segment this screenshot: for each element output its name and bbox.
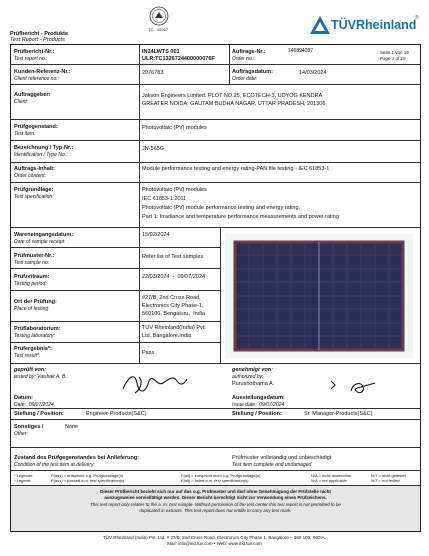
brand-name: TÜVRheinland xyxy=(331,18,417,32)
client-ref-value: 2076783 xyxy=(142,70,164,76)
issue-date-value: 09/07/2024 xyxy=(259,402,285,408)
authorized-by-label-en: authorized by: xyxy=(232,374,264,380)
period-label-en: Testing period: xyxy=(14,281,47,287)
identification-label-de: Bezeichnung / Typ-Nr.: xyxy=(14,145,74,151)
authorizer-signature xyxy=(329,377,379,401)
condition-label-en: Condition of the test item at delivery: xyxy=(14,462,95,468)
tc-number: TC - 15267 xyxy=(148,27,169,32)
result-label-en: Test result*: xyxy=(14,353,41,359)
receipt-label-de: Wareneingangsdatum: xyxy=(14,232,74,238)
issue-date-label-en: Issue date: xyxy=(232,402,257,408)
footer-contact: Mail: info@ind.tuv.com • Web: www.ind.tuv.com xyxy=(167,541,262,546)
legend-fail-en: F(ail) = failed a.m. test specification(s) xyxy=(181,478,249,483)
order-date-label-en: Order date: xyxy=(232,76,258,82)
order-number-value: 146894087 xyxy=(288,48,314,54)
legend-nt-en: N/T = not tested xyxy=(371,478,400,483)
sample-label-en: Test sample no: xyxy=(14,260,50,266)
tested-by-label-de: geprüft von: xyxy=(14,367,47,373)
client-label-en: Client: xyxy=(14,99,29,105)
legend-pass-de: P(ass) = entspricht o.g. Prüfgrundlage(n) xyxy=(51,473,124,478)
sample-value: Refer list of Test samples xyxy=(142,254,204,260)
place-line1: #27/B, 2nd Cross Road, xyxy=(142,295,201,301)
tuv-logo xyxy=(309,15,331,40)
accreditation-logo xyxy=(149,6,169,26)
specification-line2: IEC 61853-1:2011 xyxy=(142,196,187,202)
condition-value-de: Prüfmuster vollständig und unbeschädigt xyxy=(232,455,332,461)
order-number-label-de: Auftrags-Nr.: xyxy=(232,49,266,55)
legend-label-de: * Legende: xyxy=(14,473,34,478)
receipt-value: 15/02/2024 xyxy=(142,232,170,238)
authorized-position-label: Stellung / Position: xyxy=(232,411,282,417)
order-content-label-de: Auftrags-Inhalt: xyxy=(14,166,55,172)
tester-signature xyxy=(119,367,189,399)
identification-label-en: Identification / Type No.: xyxy=(14,152,68,158)
authorized-position-value: Sr. Manager-Products(S&C) xyxy=(304,411,373,417)
disclaimer-en-line1: This test report only relates to the a. m. test sample. Without permission of the test center this test report is not permitted to be xyxy=(90,502,341,507)
issue-date-label-de: Ausstellungsdatum: xyxy=(232,395,285,401)
condition-label-de: Zustand des Prüfgegenstandes bei Anlieferung: xyxy=(14,455,140,461)
report-number-line2: ULR:TC1326724400000076F xyxy=(142,56,215,62)
period-value: 22/03/2024 - 09/07/2024 xyxy=(142,274,205,280)
legend-label-en: * Legend: xyxy=(14,478,32,483)
authorized-by-label-de: genehmigt von: xyxy=(232,367,273,373)
authorized-by-name: Purushothama A. xyxy=(232,381,275,387)
other-label-de: Sonstiges / xyxy=(14,424,44,430)
sample-label-de: Prüfmuster-Nr.: xyxy=(14,253,55,259)
pv-module-photo xyxy=(225,234,413,358)
disclaimer-de-line2: auszugsweise vervielfältigt werden. Dieser Bericht berechtigt nicht zur Verwendung eines Prüfzeichens. xyxy=(104,495,327,500)
place-line3: 560100, Bengaluru, India xyxy=(142,311,205,317)
report-number-line1: IN24LWTS 001 xyxy=(142,49,180,55)
header-title-en: Test Report - Products xyxy=(10,37,65,43)
disclaimer-box xyxy=(11,486,420,531)
tuv-triangle-icon xyxy=(309,15,331,35)
registered-mark: ® xyxy=(415,15,419,21)
disclaimer-en-line2: duplicated in extracts. This test report does not entitle to carry any test mark. xyxy=(139,508,292,513)
order-date-label-de: Auftragsdatum: xyxy=(232,69,273,75)
footer-address: TÜV Rheinland (India) Pvt. Ltd. # 27/B, 2nd Cross Road, Electronics City Phase 1, Bangalore – 560 100, INDIA. xyxy=(103,535,326,540)
legend-fail-de: F(ail) = entspricht nicht o.g. Prüfgrundlage(n) xyxy=(181,473,261,478)
report-number-label-de: Prüfbericht-Nr.: xyxy=(14,49,55,55)
tested-date-label-de: Datum: xyxy=(14,395,33,401)
test-item-label-de: Prüfgegenstand: xyxy=(14,124,58,130)
specification-line3: Photovoltaic (PV) module performance testing and energy rating. xyxy=(142,205,301,211)
tested-date-value: 09/07/2024 xyxy=(28,402,54,408)
specification-line1: Photovoltaic (PV) modules xyxy=(142,187,207,193)
receipt-label-en: Date of sample receipt: xyxy=(14,239,66,245)
page-en: Page 1 of 19 xyxy=(380,56,406,61)
client-address-line2: GREATER NOIDA, GAUTAM BUDHA NAGAR, UTTAR PRADESH, 201306 xyxy=(142,101,326,107)
condition-value-en: Test item complete and undamaged xyxy=(232,462,312,468)
disclaimer-de-line1: Dieser Prüfbericht bezieht sich nur auf das o.g. Prüfmuster und darf ohne Genehmigung der Prüfstelle nicht xyxy=(100,489,331,494)
laboratory-line2: Ltd.,Bangalore,India xyxy=(142,333,192,339)
order-number-label-en: Order no.: xyxy=(232,56,255,62)
tested-by-name: Vaishak A. B. xyxy=(37,374,67,380)
legend-pass-en: P(ass) = passed a.m. test specification(s) xyxy=(51,478,125,483)
legend-na-de: N/A = nicht anwendbar xyxy=(311,473,352,478)
client-ref-label-en: Client reference no.: xyxy=(14,76,60,82)
client-label-de: Auftraggeber: xyxy=(14,92,51,98)
legend-na-en: N/A = not applicable xyxy=(311,478,347,483)
tested-by-label-en-text xyxy=(14,374,67,380)
legend-nt-de: N/T = nicht getestet xyxy=(371,473,406,478)
report-frame xyxy=(10,44,421,532)
tested-date-label-en: Date: xyxy=(14,402,26,408)
other-value: None xyxy=(65,424,79,430)
result-label-de: Prüfergebnis*: xyxy=(14,346,52,352)
test-item-value: Photovoltaic (PV) modules xyxy=(142,125,207,131)
client-ref-label-de: Kunden-Referenz-Nr.: xyxy=(14,69,71,75)
tested-by-label-en: tested by: xyxy=(14,374,36,380)
identification-value: JN-565G xyxy=(142,146,165,152)
laboratory-label-en: Testing laboratory: xyxy=(14,333,55,339)
period-label-de: Prüfzeitraum: xyxy=(14,274,50,280)
order-content-label-en: Order content: xyxy=(14,173,46,179)
specification-label-de: Prüfgrundlage: xyxy=(14,187,54,193)
result-value: Pass xyxy=(142,350,155,356)
other-label-en: Other: xyxy=(14,431,28,437)
page-de: Seite 1 von 19 xyxy=(380,50,409,55)
order-content-value: Module performance testing and energy rating-PAN file testing - IEC 61853-1 xyxy=(142,166,330,172)
laboratory-label-de: Prüflaboratorium: xyxy=(14,326,61,332)
test-item-label-en: Test item: xyxy=(14,131,36,137)
pv-module-illustration xyxy=(225,234,413,358)
place-line2: Electronics City Phase-1, xyxy=(142,303,204,309)
client-address-line1: Jakson Engineers Limited. PLOT NO.25, ECOTECH-3, UDYOG KENDRA xyxy=(142,93,323,99)
place-label-de: Ort der Prüfung: xyxy=(14,299,57,305)
report-number-label-en: Test report no.: xyxy=(14,56,48,62)
specification-line4: Part 1: Irradiance and temperature performance measurements and power rating xyxy=(142,214,339,220)
laboratory-line1: TUV Rheinland(India) Pvt. xyxy=(142,325,206,331)
tested-position-value: Engineer-Products(S&C) xyxy=(86,411,147,417)
header-title-de: Prüfbericht - Produkte xyxy=(10,31,69,37)
place-label-en: Place of testing: xyxy=(14,306,50,312)
order-date-value: 14/03/2024 xyxy=(299,70,327,76)
specification-label-en: Test specification: xyxy=(14,194,54,200)
tested-position-label: Stellung / Position: xyxy=(14,411,64,417)
